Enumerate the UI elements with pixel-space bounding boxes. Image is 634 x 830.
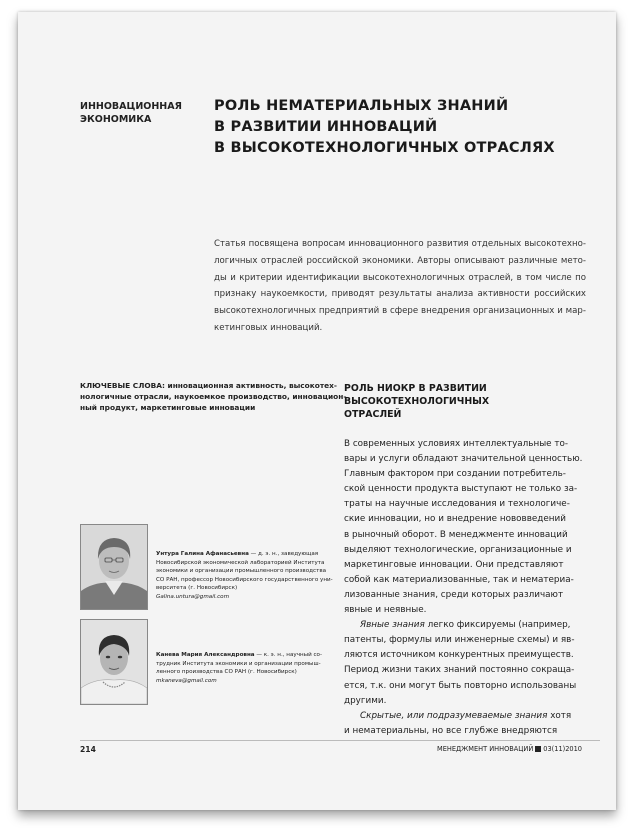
author-email: Galina.untura@gmail.com xyxy=(156,593,230,600)
author-portrait-2 xyxy=(81,620,147,704)
section-heading: РОЛЬ НИОКР В РАЗВИТИИ ВЫСОКОТЕХНОЛОГИЧНЫХ ОТРАСЛЕЙ xyxy=(344,383,490,420)
author-email: mkaneva@gmail.com xyxy=(156,677,217,684)
journal-issue: 03(11)2010 xyxy=(543,745,582,753)
paragraph-explicit-knowledge: Явные знания легко фиксируемы (например, xyxy=(360,620,571,631)
author-info: Унтура Галина Афанасьевна — д. э. н., заведующая Новосибирской экономической лабораторией Института экономики и организации промышленного производства СО РАН, профессор Новосибирского государственного уни- верситета (г. Новосибирск) Galina.untura@gmail.com xyxy=(156,550,338,602)
author-portrait-1 xyxy=(81,525,147,609)
author-info: Канева Мария Александровна — к. э. н., научный со- трудник Института экономики и организации промыш- ленного производства СО РАН (г. Новосибирск) mkaneva@gmail.com xyxy=(156,651,338,685)
article-abstract: Статья посвящена вопросам инновационного развития отдельных высокотехно- логичных отраслей российской экономики. Авторы описывают различные мето- ды и критерии идентификации высокотехнологичных отраслей, в том числе по признаку наукоемкости, приводят результаты анализа активности российских высокотехнологичных предприятий в сфере внедрения организационных и мар- кетинговых инноваций. xyxy=(214,239,586,333)
body-text: В современных условиях интеллектуальные то- вары и услуги обладают значительной ценностью. Главным фактором при создании потребитель- ской ценности продукта выступают не только за- траты на научные исследования и технологиче- ские инновации, но и внедрение нововведений в рыночный оборот. В менеджменте инноваций выделяют технологические, организационные и маркетинговые инновации. Они представляют собой как материализованные, так и нематериа- лизованные знания, среди которых различают явные и неявные. Явные знания легко фиксируемы (например, патенты, формулы или инженерные схемы) и яв- ляются источником конкурентных преимуществ. Период жизни таких знаний постоянно сокраща- ется, т.к. они могут быть повторно использованы другими. Скрытые, или подразумеваемые знания хотя и нематериальны, но все глубже внедряются xyxy=(344,437,600,739)
page-number: 214 xyxy=(80,745,96,754)
rubric-label: ИННОВАЦИОННАЯ ЭКОНОМИКА xyxy=(80,101,182,125)
journal-name: МЕНЕДЖМЕНТ ИННОВАЦИЙ xyxy=(437,745,534,753)
paragraph-tacit-knowledge: Скрытые, или подразумеваемые знания хотя xyxy=(360,710,572,721)
footer-divider xyxy=(80,740,600,741)
author-photo xyxy=(80,524,148,610)
author-photo xyxy=(80,619,148,705)
journal-footer xyxy=(437,745,582,753)
keywords: КЛЮЧЕВЫЕ СЛОВА: инновационная активность, высокотех- нологичные отрасли, наукоемкое производство, инновацион- ный продукт, маркетинговые инновации xyxy=(80,381,347,412)
square-bullet-icon xyxy=(535,746,541,752)
article-title: РОЛЬ НЕМАТЕРИАЛЬНЫХ ЗНАНИЙ В РАЗВИТИИ ИННОВАЦИЙ В ВЫСОКОТЕХНОЛОГИЧНЫХ ОТРАСЛЯХ xyxy=(214,98,555,156)
journal-page xyxy=(18,12,616,810)
